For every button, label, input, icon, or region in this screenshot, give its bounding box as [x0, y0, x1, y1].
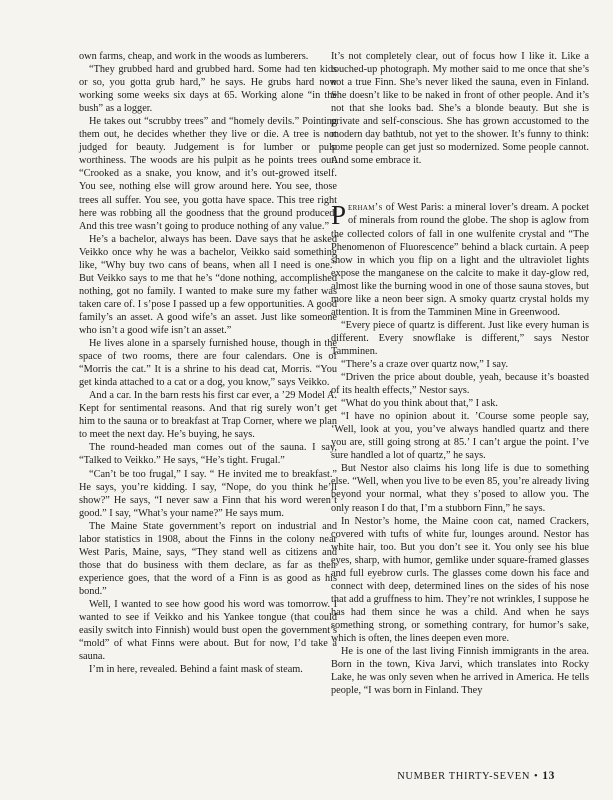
lead-text: of West Paris: a mineral lover’s dream. A pocket of minerals from round the globe. The shop is aglow from the collected colors of fall in one wulfenite crystal and “The Phenomenon of Fluorescence” behind a black curtain. A peep show in which you flip on a light and the ultraviolet lights expose the manganese on the calcite to make it day-glow red, almost like the burning wood in one of those sauna stoves, but more like a neon beer sign. A smoky quartz crystal holds my attention. It is from the Tamminen Mine in Greenwood. — [331, 202, 589, 318]
body-paragraph: And a car. In the barn rests his first car ever, a ’29 Model A. Kept for sentimental reasons. And that rig surely won’t get him to the sauna or to breakfast at Trap Corner, where we plan to meet the next day. He’s buying, he says. — [79, 390, 337, 441]
right-column — [331, 50, 589, 697]
body-paragraph: He’s a bachelor, always has been. Dave says that he asked Veikko once why he was a bachelor, Veikko said something like, “Why buy two cans of beans, when all I need is one.” But Veikko says to me that he’s “done nothing, accomplished nothing, got no family. I wanted to make sure my father was taken care of. I s’pose I passed up a few opportunities. A good family’s an asset. A good wife’s an asset. Just like someone who isn’t a good wife isn’t an asset.” — [79, 233, 337, 336]
body-paragraph: He is one of the last living Finnish immigrants in the area. Born in the town, Kiva Jarvi, which translates into Rocky Lake, he was only seven when he arrived in America. He tells people, “I was born in Finland. They — [331, 646, 589, 697]
body-paragraph: But Nestor also claims his long life is due to something else. “Well, when you live to be even 85, you’re already living beyond your normal, what they s’posed to allow you. The only reason I do that, I’m a stubborn Finn,” he says. — [331, 463, 589, 514]
body-paragraph: “They grubbed hard and grubbed hard. Some had ten kids or so, you gotta grub hard,” he says. He grubs hard now working some weeks six days at 65. Working alone “in the bush” as a logger. — [79, 64, 337, 115]
body-paragraph: He lives alone in a sparsely furnished house, though in the space of two rooms, there are four calendars. One is of “Morris the cat.” It is a shrine to his dead cat, Morris. “You get kinda attached to a cat or a dog, you know,” says Veikko. — [79, 338, 337, 389]
body-paragraph: The round-headed man comes out of the sauna. I say, “Talked to Veikko.” He says, “He’s tight. Frugal.” — [79, 442, 337, 467]
drop-cap: P — [331, 200, 347, 231]
body-paragraph: “What do you think about that,” I ask. — [341, 398, 498, 410]
body-paragraph: “Can’t be too frugal,” I say. “ He invited me to breakfast.” He says, you’re kidding. I say, “Nope, do you think he’ll show?” He says, “I never saw a Finn that his word weren’t good.” I say, “What’s your name?” He says mum. — [79, 468, 337, 519]
body-paragraph: He takes out “scrubby trees” and “homely devils.” Pointing them out, he decides whether they live or die. A tree is not judged for beauty. Judgement is for lumber or pulp worthiness. The woods are his pulpit as he points trees out: “Crooked as a snake, you know, and it’s out-growed itself. You see, nothing else will grow around here. You see, those trees all suffer. You see, you gotta have space. This tree right here was robbing all the goodness that the ground produced. And this tree wasn’t going to produce nothing of any value.” — [79, 116, 337, 232]
body-paragraph: “I have no opinion about it. ’Course some people say, ‘Well, look at you, you’ve always handled quartz and there you are, still going strong at 85.’ I can’t argue the point. I’ve sure handled a lot of quartz,” he says. — [331, 411, 589, 462]
section-lead-paragraph — [331, 201, 589, 318]
body-paragraph: Well, I wanted to see how good his word was tomorrow. I wanted to see if Veikko and his Yankee tongue (that could easily switch into Finnish) would bust open the government’s “mold” of what Finns were about. But for now, I’d take a sauna. — [79, 598, 337, 663]
footer-bullet: • — [534, 771, 539, 782]
page-footer — [397, 770, 555, 782]
lead-smallcaps: erham’s — [348, 202, 383, 214]
left-column — [79, 50, 337, 676]
body-paragraph: own farms, cheap, and work in the woods as lumberers. — [79, 51, 309, 62]
body-paragraph: The Maine State government’s report on industrial and labor statistics in 1908, about the Finns in the colony near West Paris, Maine, says, “They stand well as citizens and those that do business with them declare, as far as their experience goes, that the word of a Finn is as good as his bond.” — [79, 520, 337, 597]
page-number: 13 — [542, 770, 555, 782]
section-break — [331, 167, 589, 201]
body-paragraph: “There’s a craze over quartz now,” I say. — [341, 358, 509, 370]
body-paragraph: “Every piece of quartz is different. Just like every human is different. Every snowflake is different,” says Nestor Tamminen. — [331, 319, 589, 357]
body-paragraph: “Driven the price about double, yeah, because it’s boasted of its health effects,” Nestor says. — [331, 372, 589, 397]
body-paragraph: In Nestor’s home, the Maine coon cat, named Crackers, covered with tufts of white fur, lounges around. Nestor has white hair, too. But you don’t see it. You only see his blue eyes, sharp, with humor, gemlike under square-framed glasses and full eyebrow curls. The glasses come down his face and connect with deep, determined lines on the sides of his nose that add a gruffness to him. They’re not wrinkles, I suppose he has had them since he was a child. And when he says something strong, or something contrary, for humor’s sake, which is often, the lines deepen even more. — [331, 515, 589, 644]
issue-label: NUMBER THIRTY-SEVEN — [397, 771, 531, 782]
body-paragraph: I’m in here, revealed. Behind a faint mask of steam. — [89, 664, 303, 676]
body-paragraph: It’s not completely clear, out of focus how I like it. Like a touched-up photograph. My mother said to me once that she’s not a true Finn. She’s never liked the sauna, even in Finland. She doesn’t like to be naked in front of other people. And it’s not that she looks bad. She’s a blonde beauty. But she is private and self-conscious. She has grown accustomed to the modern day bathtub, not yet to the shower. It’s funny to think: some people can get just so modernized. Some people cannot. And some embrace it. — [331, 51, 589, 167]
